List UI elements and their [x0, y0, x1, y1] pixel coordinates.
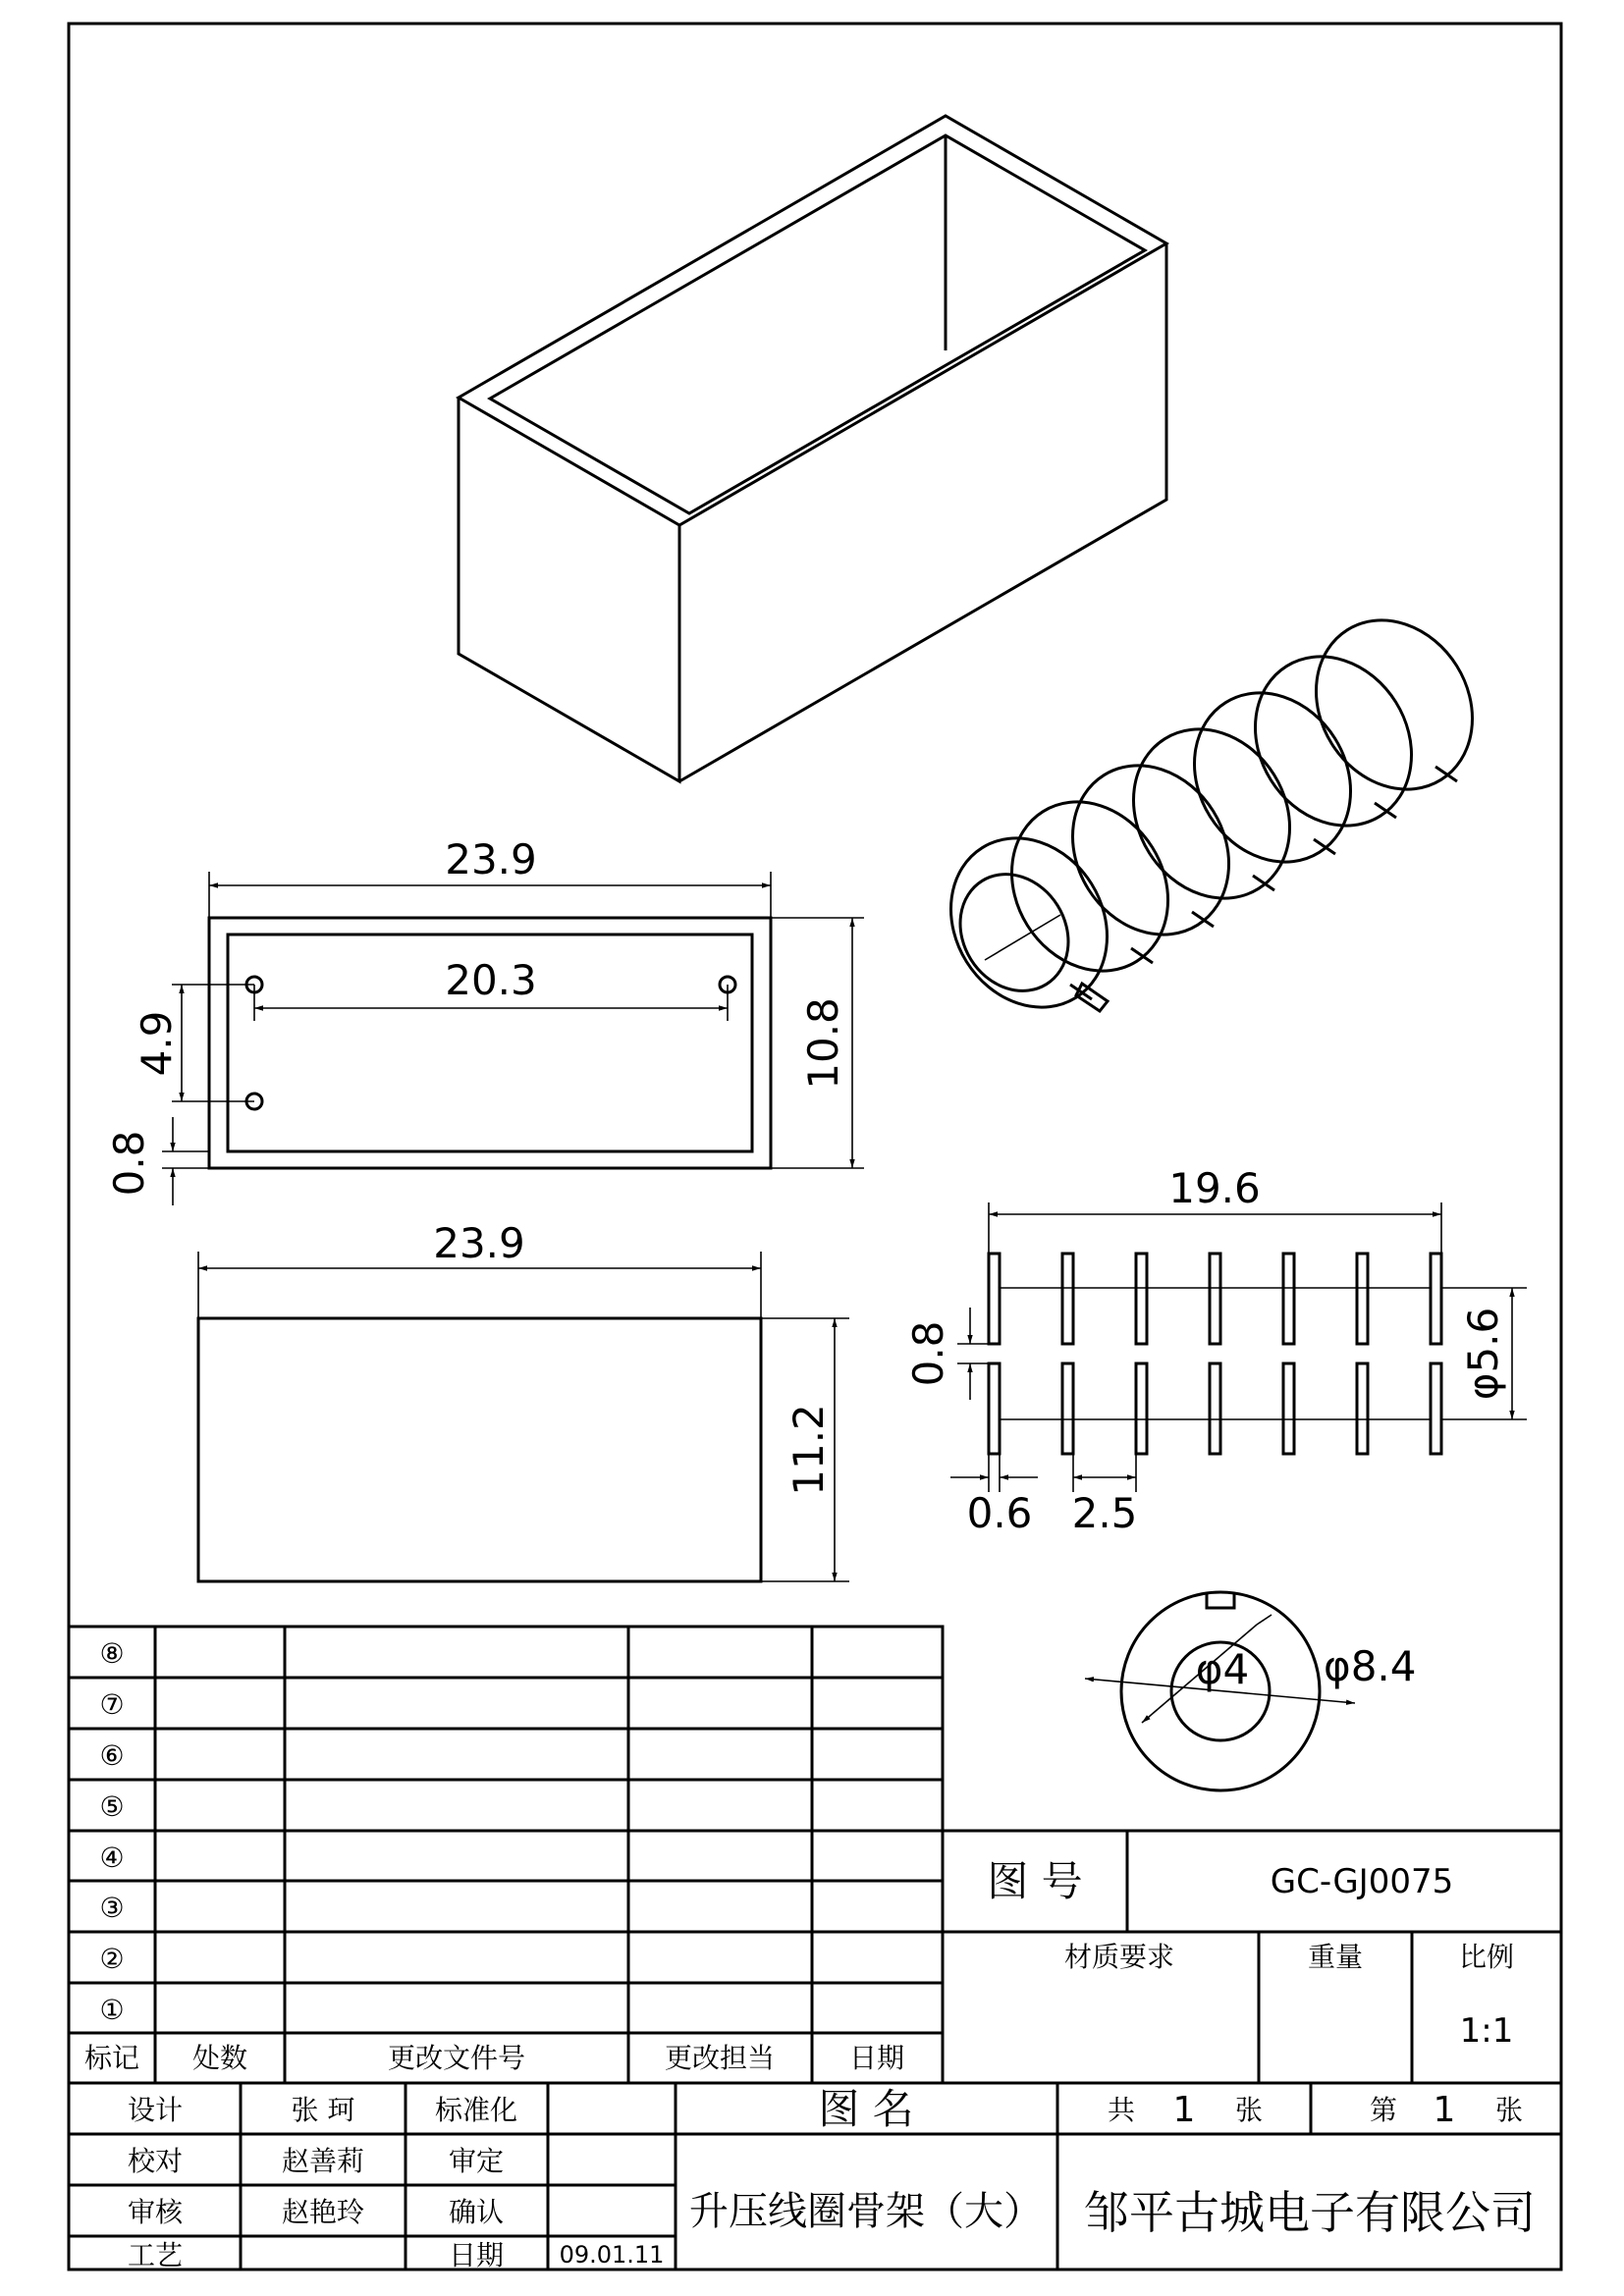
bobbin-side-view — [904, 1164, 1527, 1537]
dim-front-height: 11.2 — [785, 1404, 833, 1496]
dim-front-width: 23.9 — [433, 1219, 525, 1267]
date-value: 09.01.11 — [559, 2241, 665, 2269]
material-label: 材质要求 — [1063, 1941, 1175, 1973]
rev-header-date: 日期 — [848, 2042, 905, 2074]
title-block — [943, 1831, 1561, 2083]
sheets-total-prefix: 共 — [1107, 2094, 1136, 2126]
weight-label: 重量 — [1307, 1941, 1364, 1973]
top-view — [105, 835, 864, 1205]
review-label: 审定 — [448, 2145, 505, 2177]
dim-wall: 0.8 — [105, 1130, 153, 1197]
rev-header-mark: 标记 — [83, 2042, 140, 2074]
dim-flange-thk: 0.6 — [966, 1489, 1033, 1537]
auditor-name: 赵艳玲 — [281, 2196, 365, 2228]
dim-top-height: 10.8 — [799, 997, 847, 1090]
dim-hole-span: 20.3 — [445, 956, 537, 1004]
sheet-no: 1 — [1433, 2090, 1456, 2130]
rev-mark-8: ⑧ — [99, 1637, 125, 1670]
dim-pitch: 2.5 — [1071, 1489, 1138, 1537]
part-name: 升压线圈骨架（大） — [689, 2189, 1043, 2234]
drawing-no: GC-GJ0075 — [1270, 1862, 1454, 1901]
iso-box-view — [459, 116, 1166, 781]
dim-hole-offset: 4.9 — [133, 1010, 181, 1077]
revision-table — [69, 1627, 943, 2083]
design-label: 设计 — [127, 2094, 184, 2126]
bobbin-end-view — [1085, 1592, 1417, 1790]
confirm-label: 确认 — [448, 2196, 505, 2228]
process-label: 工艺 — [127, 2239, 184, 2271]
dim-flange-gap: 0.8 — [904, 1320, 952, 1387]
drawing-no-label: 图 号 — [987, 1857, 1083, 1905]
audit-label: 审核 — [127, 2196, 184, 2228]
signature-block — [69, 2083, 1561, 2271]
designer-name: 张 珂 — [291, 2094, 355, 2126]
rev-mark-1: ① — [99, 1994, 125, 2026]
rev-mark-6: ⑥ — [99, 1739, 125, 1772]
dim-top-width: 23.9 — [445, 835, 537, 883]
front-view — [198, 1219, 849, 1581]
rev-header-count: 处数 — [191, 2042, 248, 2074]
check-label: 校对 — [127, 2145, 184, 2177]
rev-mark-4: ④ — [99, 1842, 125, 1874]
rev-mark-5: ⑤ — [99, 1790, 125, 1823]
checker-name: 赵善莉 — [281, 2145, 365, 2177]
scale-value: 1:1 — [1459, 2011, 1514, 2051]
iso-bobbin-view — [920, 591, 1504, 1037]
drawing-name-label: 图 名 — [818, 2085, 914, 2133]
dim-core-dia: φ5.6 — [1459, 1307, 1507, 1401]
date-label: 日期 — [448, 2239, 505, 2271]
rev-mark-2: ② — [99, 1943, 125, 1975]
scale-label: 比例 — [1458, 1941, 1515, 1973]
rev-header-owner: 更改担当 — [664, 2042, 776, 2074]
dim-outer-dia: φ8.4 — [1324, 1642, 1417, 1690]
dim-inner-dia: φ4 — [1195, 1645, 1250, 1693]
rev-mark-3: ③ — [99, 1892, 125, 1924]
standard-label: 标准化 — [434, 2094, 518, 2126]
rev-header-doc: 更改文件号 — [387, 2042, 526, 2074]
sheets-total: 1 — [1172, 2090, 1196, 2130]
company-name: 邹平古城电子有限公司 — [1084, 2186, 1536, 2239]
dim-bobbin-length: 19.6 — [1168, 1164, 1261, 1212]
sheet-no-prefix: 第 — [1369, 2094, 1398, 2126]
sheets-total-suffix: 张 — [1234, 2094, 1264, 2126]
sheet-no-suffix: 张 — [1494, 2094, 1524, 2126]
rev-mark-7: ⑦ — [99, 1688, 125, 1721]
